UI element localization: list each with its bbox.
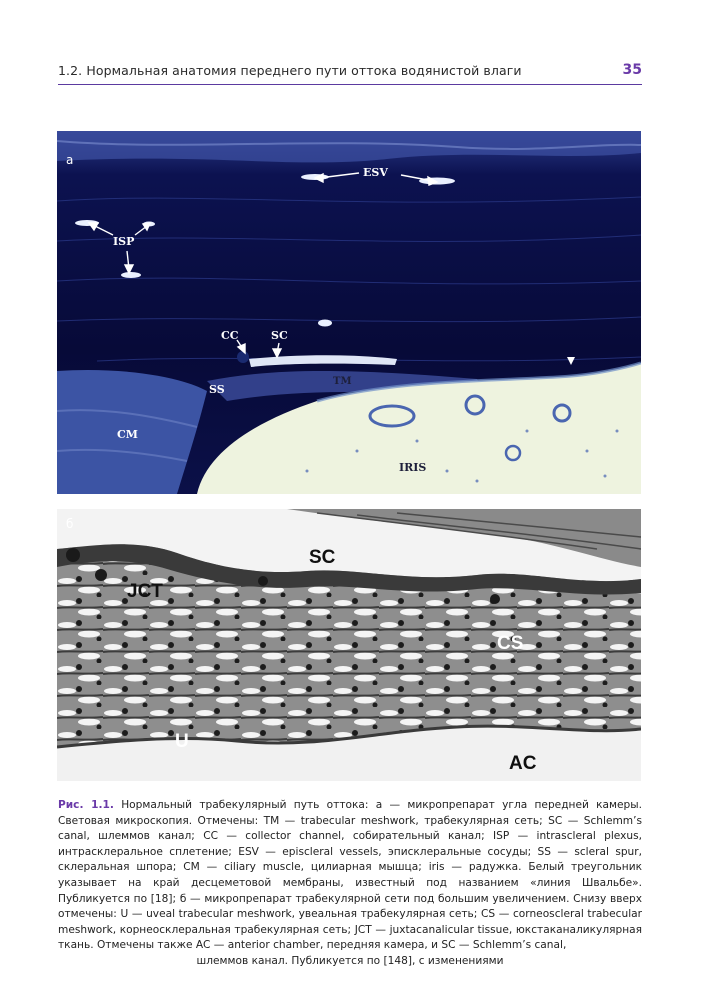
figure-panel-b-micrograph [57, 509, 641, 781]
caption-figure-number: Рис. 1.1. [58, 799, 114, 811]
panel-b-image [57, 509, 641, 781]
label-cm: CM [117, 428, 138, 441]
label-cs: CS [497, 633, 524, 654]
caption-last-line: шлеммов канал. Публикуется по [148], с изменениями [196, 954, 504, 967]
label-ss: SS [209, 383, 225, 396]
label-sc-b: SC [309, 547, 336, 568]
label-iris: IRIS [399, 461, 427, 474]
label-tm: TM [333, 376, 352, 387]
section-title: 1.2. Нормальная анатомия переднего пути оттока водянистой влаги [58, 63, 522, 78]
panel-letter-b: б [66, 517, 74, 531]
caption-text: Нормальный трабекулярный путь оттока: а — микропрепарат угла передней камеры. Световая микроскопия. Отмечены: TM — trabecular meshwork, трабекулярная сеть; SC — Schlemm’s canal, шлеммов канал; CC — collector channel, собирательный канал; ISP — intrascleral plexus, интрасклеральное сплетение; ESV — episcleral vessels, эписклеральные сосуды; SS — scleral spur, склеральная шпора; CM — ciliary muscle, цилиарная мышца; iris — радужка. Белый треугольник указывает на край десцеметовой мембраны, известный под названием «линия Швальбе». Публикуется по [18]; б — микропрепарат трабекулярной сети под большим увеличением. Снизу вверх отмечены: U — uveal trabecular meshwork, увеальная трабекулярная сеть; CS — corneoscleral trabecular meshwork, корнеосклеральная трабекулярная сеть; JCT — juxtacanalicular tissue, юкстаканаликулярная ткань. Отмечены также AC — anterior chamber, передняя камера, и SC — Schlemm’s canal, [58, 799, 642, 952]
label-ac: AC [509, 753, 537, 774]
label-isp: ISP [113, 235, 135, 248]
page-number: 35 [622, 62, 642, 78]
label-sc: SC [271, 329, 288, 342]
running-header [58, 62, 642, 85]
label-u: U [175, 731, 189, 752]
figure-caption [58, 798, 642, 970]
panel-a-image [57, 131, 641, 494]
label-jct: JCT [127, 581, 163, 602]
label-esv: ESV [363, 166, 388, 179]
panel-letter-a: а [66, 153, 74, 167]
figure-panel-a-micrograph [57, 131, 641, 494]
label-cc: CC [221, 329, 239, 342]
